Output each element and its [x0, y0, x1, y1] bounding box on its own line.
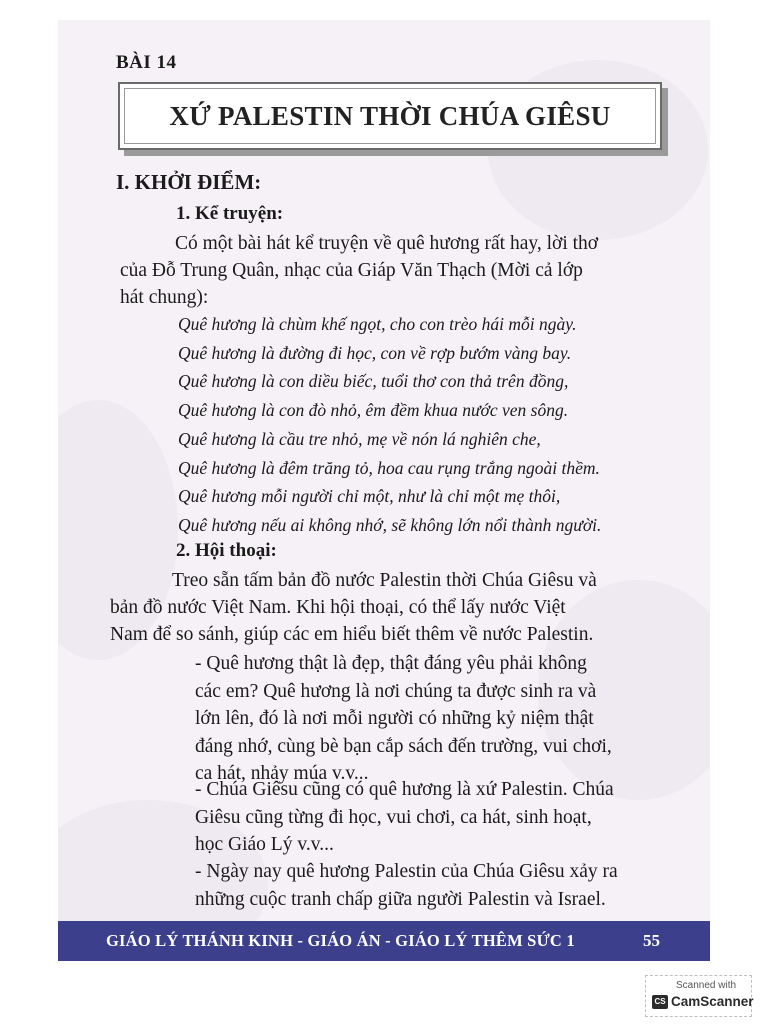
poem-line: Quê hương là cầu tre nhỏ, mẹ về nón lá nghiên che,	[178, 428, 541, 449]
paragraph-line: Nam để so sánh, giúp các em hiểu biết thêm về nước Palestin.	[110, 624, 594, 645]
dialog-item	[195, 650, 695, 788]
poem-line: Quê hương là đường đi học, con về rợp bướm vàng bay.	[178, 342, 572, 363]
dialog-line: học Giáo Lý v.v...	[195, 834, 334, 855]
lesson-title-box	[118, 82, 662, 150]
dialog-item	[195, 776, 695, 859]
dialog-line: ca hát, nhảy múa v.v...	[195, 763, 369, 784]
dialog-line: - Quê hương thật là đẹp, thật đáng yêu phải không	[195, 653, 587, 674]
section-heading: I. KHỞI ĐIỂM:	[116, 170, 262, 194]
poem-line: Quê hương nếu ai không nhớ, sẽ không lớn nổi thành người.	[178, 514, 602, 535]
subsection-heading-story: 1. Kể truyện:	[176, 203, 284, 224]
page-footer-band	[58, 921, 710, 961]
dialog-line: các em? Quê hương là nơi chúng ta được sinh ra và	[195, 680, 597, 702]
lesson-number: BÀI 14	[116, 52, 177, 73]
lesson-title: XỨ PALESTIN THỜI CHÚA GIÊSU	[169, 100, 611, 131]
subsection-heading-dialog: 2. Hội thoại:	[176, 540, 277, 561]
paragraph-line: Có một bài hát kể truyện về quê hương rất hay, lời thơ	[175, 233, 599, 254]
scanned-with-label: Scanned with	[676, 980, 737, 991]
dialog-line: đáng nhớ, cùng bè bạn cắp sách đến trường, vui chơi,	[195, 735, 612, 757]
camscanner-watermark	[645, 975, 752, 1017]
poem-line: Quê hương là chùm khế ngọt, cho con trèo hái mỗi ngày.	[178, 314, 577, 334]
poem-block	[178, 310, 601, 540]
paragraph-line: bản đồ nước Việt Nam. Khi hội thoại, có thể lấy nước Việt	[110, 597, 566, 618]
dialog-line: Giêsu cũng từng đi học, vui chơi, ca hát, sinh hoạt,	[195, 806, 592, 828]
story-intro-paragraph	[120, 230, 710, 311]
camscanner-name: CamScanner	[671, 994, 754, 1009]
poem-line: Quê hương mỗi người chỉ một, như là chỉ một mẹ thôi,	[178, 486, 561, 507]
dialog-line: - Chúa Giêsu cũng có quê hương là xứ Palestin. Chúa	[195, 779, 614, 800]
dialog-line: - Ngày nay quê hương Palestin của Chúa Giêsu xảy ra	[195, 861, 618, 882]
page-number: 55	[643, 931, 660, 950]
dialog-line: những cuộc tranh chấp giữa người Palestin và Israel.	[195, 888, 606, 910]
dialog-item	[195, 858, 695, 913]
dialog-intro-paragraph	[110, 567, 710, 648]
paragraph-line: Treo sẵn tấm bản đồ nước Palestin thời Chúa Giêsu và	[172, 570, 597, 591]
poem-line: Quê hương là con đò nhỏ, êm đềm khua nước ven sông.	[178, 400, 569, 421]
dialog-line: lớn lên, đó là nơi mỗi người có những kỷ niệm thật	[195, 708, 594, 729]
page-sheet	[58, 20, 710, 960]
footer-book-title: GIÁO LÝ THÁNH KINH - GIÁO ÁN - GIÁO LÝ THÊM SỨC 1	[106, 931, 575, 950]
paragraph-line: của Đỗ Trung Quân, nhạc của Giáp Văn Thạch (Mời cả lớp	[120, 260, 583, 281]
camscanner-logo-icon: CS	[652, 995, 668, 1009]
poem-line: Quê hương là đêm trăng tỏ, hoa cau rụng trắng ngoài thềm.	[178, 457, 600, 478]
paragraph-line: hát chung):	[120, 287, 209, 308]
poem-line: Quê hương là con diều biếc, tuổi thơ con thả trên đồng,	[178, 371, 569, 392]
